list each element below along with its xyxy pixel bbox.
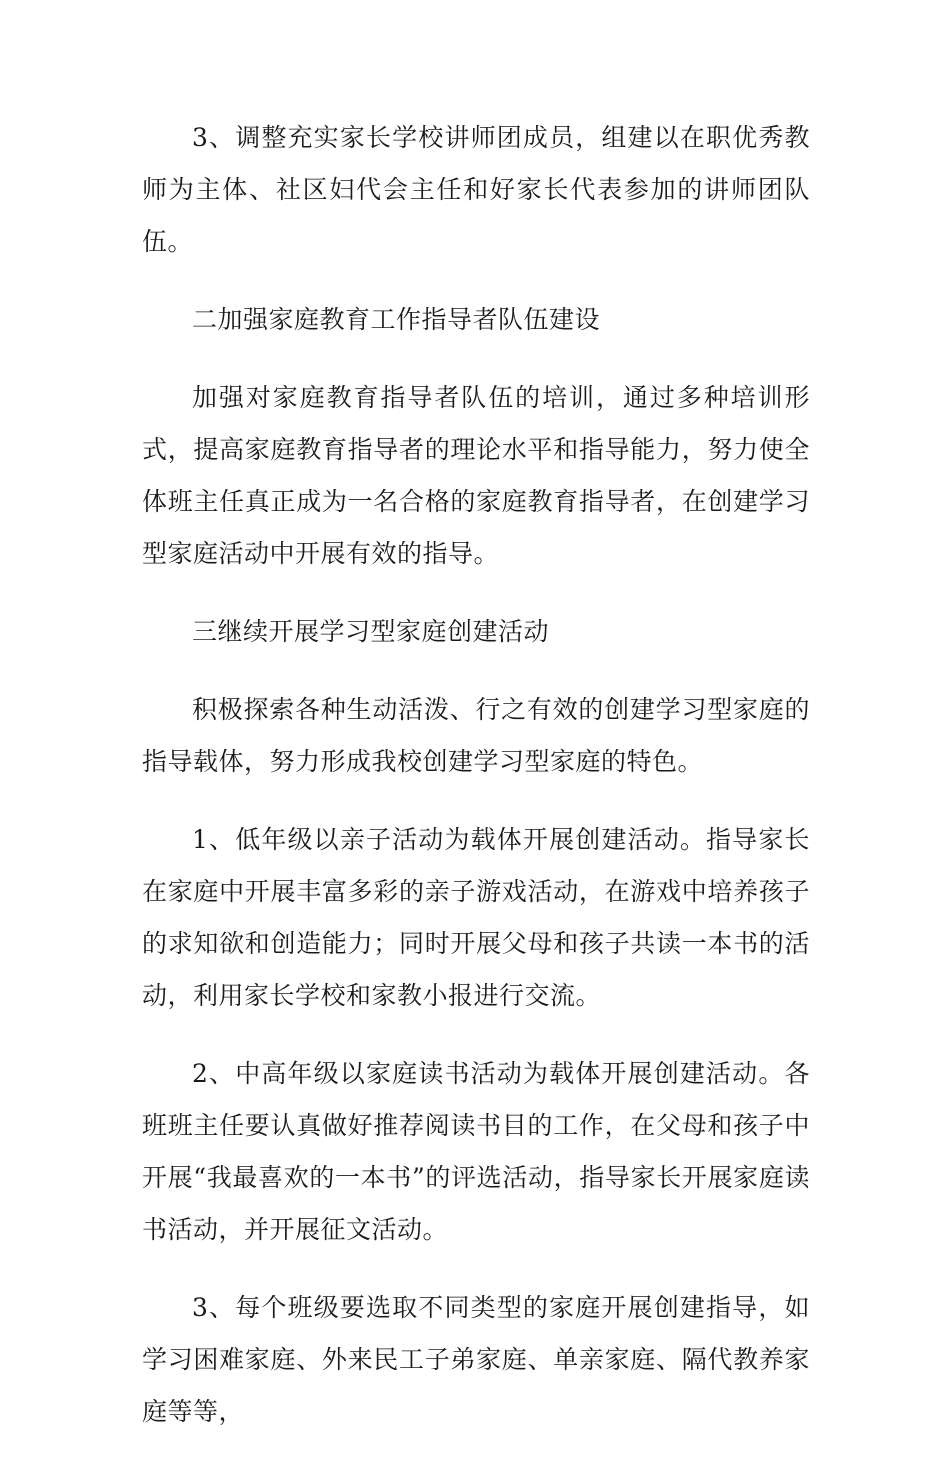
section-heading-guide-team: 二加强家庭教育工作指导者队伍建设 (192, 305, 601, 334)
paragraph-lower-grades: 1、低年级以亲子活动为载体开展创建活动。指导家长在家庭中开展丰富多彩的亲子游戏活动，在游戏中培养孩子的求知欲和创造能力；同时开展父母和孩子共读一本书的活动，利用家长学校和家教小报进行交流。 (142, 825, 810, 1010)
paragraph-class-families: 3、每个班级要选取不同类型的家庭开展创建指导，如学习困难家庭、外来民工子弟家庭、单亲家庭、隔代教养家庭等等， (142, 1293, 810, 1426)
document-body (142, 112, 810, 1464)
paragraph-guide-training: 加强对家庭教育指导者队伍的培训，通过多种培训形式，提高家庭教育指导者的理论水平和指导能力，努力使全体班主任真正成为一名合格的家庭教育指导者，在创建学习型家庭活动中开展有效的指导。 (142, 383, 810, 568)
paragraph-upper-grades: 2、中高年级以家庭读书活动为载体开展创建活动。各班班主任要认真做好推荐阅读书目的工作，在父母和孩子中开展“我最喜欢的一本书”的评选活动，指导家长开展家庭读书活动，并开展征文活动。 (142, 1059, 810, 1244)
section-heading-learning-family: 三继续开展学习型家庭创建活动 (192, 617, 550, 646)
paragraph-lecturer-team: 3、调整充实家长学校讲师团成员，组建以在职优秀教师为主体、社区妇代会主任和好家长代表参加的讲师团队伍。 (142, 123, 810, 256)
paragraph-explore-carriers: 积极探索各种生动活泼、行之有效的创建学习型家庭的指导载体，努力形成我校创建学习型家庭的特色。 (142, 695, 810, 776)
